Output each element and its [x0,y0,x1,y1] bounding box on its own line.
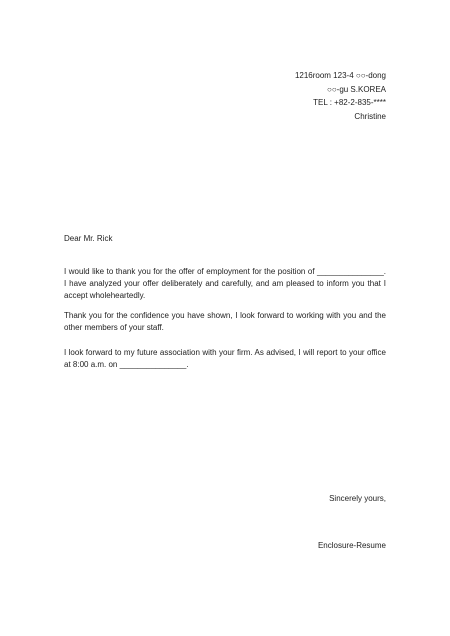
body-paragraph-2 [64,310,386,334]
paragraph-text: Thank you for the confidence you have shown, I look forward to working with you and the other members of your staff. [64,311,386,332]
body-paragraph-3 [64,347,386,371]
sender-address-line-2: ○○-gu S.KOREA [326,84,386,94]
enclosure-note: Enclosure-Resume [317,541,386,550]
paragraph-text: I look forward to my future association with your firm. As advised, I will report to your office at 8:00 a.m. on _______________. [64,348,386,369]
closing-line: Sincerely yours, [329,494,386,503]
salutation: Dear Mr. Rick [64,234,113,243]
sender-address-line-1: 1216room 123-4 ○○-dong [294,71,386,80]
paragraph-text: I would like to thank you for the offer of employment for the position of _______________. I have analyzed your offer deliberately and carefully, and am pleased to inform you that I accept wholeheartedly. [64,267,386,300]
sender-address-block [295,70,386,124]
sender-phone: TEL : +82-2-835-**** [313,98,386,107]
sender-name: Christine [354,111,386,121]
body-paragraph-1 [64,266,386,302]
